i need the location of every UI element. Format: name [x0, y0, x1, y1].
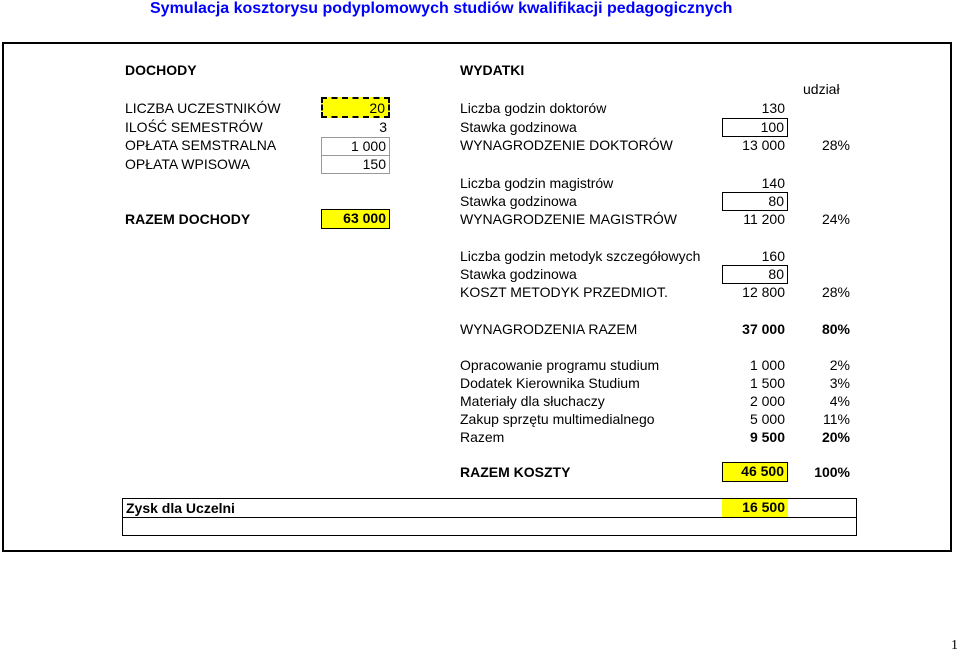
other-item-share: 11% [823, 411, 850, 427]
expenses-header: WYDATKI [460, 62, 525, 78]
income-header: DOCHODY [125, 62, 197, 78]
doctor-hours-value: 130 [761, 100, 785, 116]
profit-divider [122, 517, 857, 518]
entry-fee-input[interactable]: 150 [321, 155, 390, 174]
master-rate-input[interactable]: 80 [722, 192, 788, 211]
semester-fee-label: OPŁATA SEMSTRALNA [125, 137, 277, 153]
doctor-salary-value: 13 000 [742, 137, 785, 153]
other-item-label: Materiały dla słuchaczy [460, 393, 605, 409]
other-item-share: 4% [829, 393, 850, 409]
semesters-label: ILOŚĆ SEMESTRÓW [125, 119, 263, 135]
other-item-label: Dodatek Kierownika Studium [460, 375, 640, 391]
income-total-label: RAZEM DOCHODY [125, 211, 251, 227]
master-salary-label: WYNAGRODZENIE MAGISTRÓW [460, 211, 677, 227]
other-item-value: 5 000 [749, 411, 785, 427]
methods-cost-value: 12 800 [742, 284, 785, 300]
other-item-share: 3% [829, 375, 850, 391]
doctor-salary-label: WYNAGRODZENIE DOKTORÓW [460, 137, 673, 153]
profit-label: Zysk dla Uczelni [126, 500, 235, 516]
methods-hours-value: 160 [761, 248, 785, 264]
doctor-rate-label: Stawka godzinowa [460, 119, 577, 135]
page-title: Symulacja kosztorysu podyplomowych studiów kwalifikacji pedagogicznych [150, 0, 733, 17]
master-salary-share: 24% [821, 211, 850, 227]
salaries-total-value: 37 000 [742, 321, 785, 337]
methods-cost-share: 28% [821, 284, 850, 300]
salaries-total-share: 80% [821, 321, 850, 337]
doctor-hours-label: Liczba godzin doktorów [460, 100, 607, 116]
costs-total-value: 46 500 [722, 462, 788, 482]
methods-rate-input[interactable]: 80 [722, 265, 788, 284]
other-item-share: 2% [829, 357, 850, 373]
income-total-value: 63 000 [321, 209, 390, 229]
other-item-value: 1 000 [749, 357, 785, 373]
profit-value: 16 500 [722, 499, 788, 517]
costs-total-label: RAZEM KOSZTY [460, 464, 571, 480]
other-total-value: 9 500 [749, 429, 785, 445]
semesters-value: 3 [379, 119, 387, 135]
entry-fee-label: OPŁATA WPISOWA [125, 156, 250, 172]
doctor-salary-share: 28% [821, 137, 850, 153]
master-hours-label: Liczba godzin magistrów [460, 175, 614, 191]
share-header: udział [803, 81, 840, 97]
other-item-value: 1 500 [749, 375, 785, 391]
other-total-label: Razem [460, 429, 505, 445]
methods-rate-label: Stawka godzinowa [460, 266, 577, 282]
other-item-value: 2 000 [749, 393, 785, 409]
methods-hours-label: Liczba godzin metodyk szczegółowych [460, 248, 701, 264]
other-item-label: Opracowanie programu studium [460, 357, 660, 373]
page-number: 1 [951, 638, 958, 653]
semester-fee-input[interactable]: 1 000 [321, 137, 390, 156]
master-salary-value: 11 200 [743, 211, 785, 227]
participants-label: LICZBA UCZESTNIKÓW [125, 100, 281, 116]
other-total-share: 20% [821, 429, 850, 445]
methods-cost-label: KOSZT METODYK PRZEDMIOT. [460, 284, 668, 300]
costs-total-share: 100% [814, 464, 850, 480]
master-hours-value: 140 [761, 175, 785, 191]
doctor-rate-input[interactable]: 100 [722, 118, 788, 137]
participants-input[interactable]: 20 [321, 97, 390, 118]
other-item-label: Zakup sprzętu multimedialnego [460, 411, 655, 427]
master-rate-label: Stawka godzinowa [460, 193, 577, 209]
salaries-total-label: WYNAGRODZENIA RAZEM [460, 321, 638, 337]
